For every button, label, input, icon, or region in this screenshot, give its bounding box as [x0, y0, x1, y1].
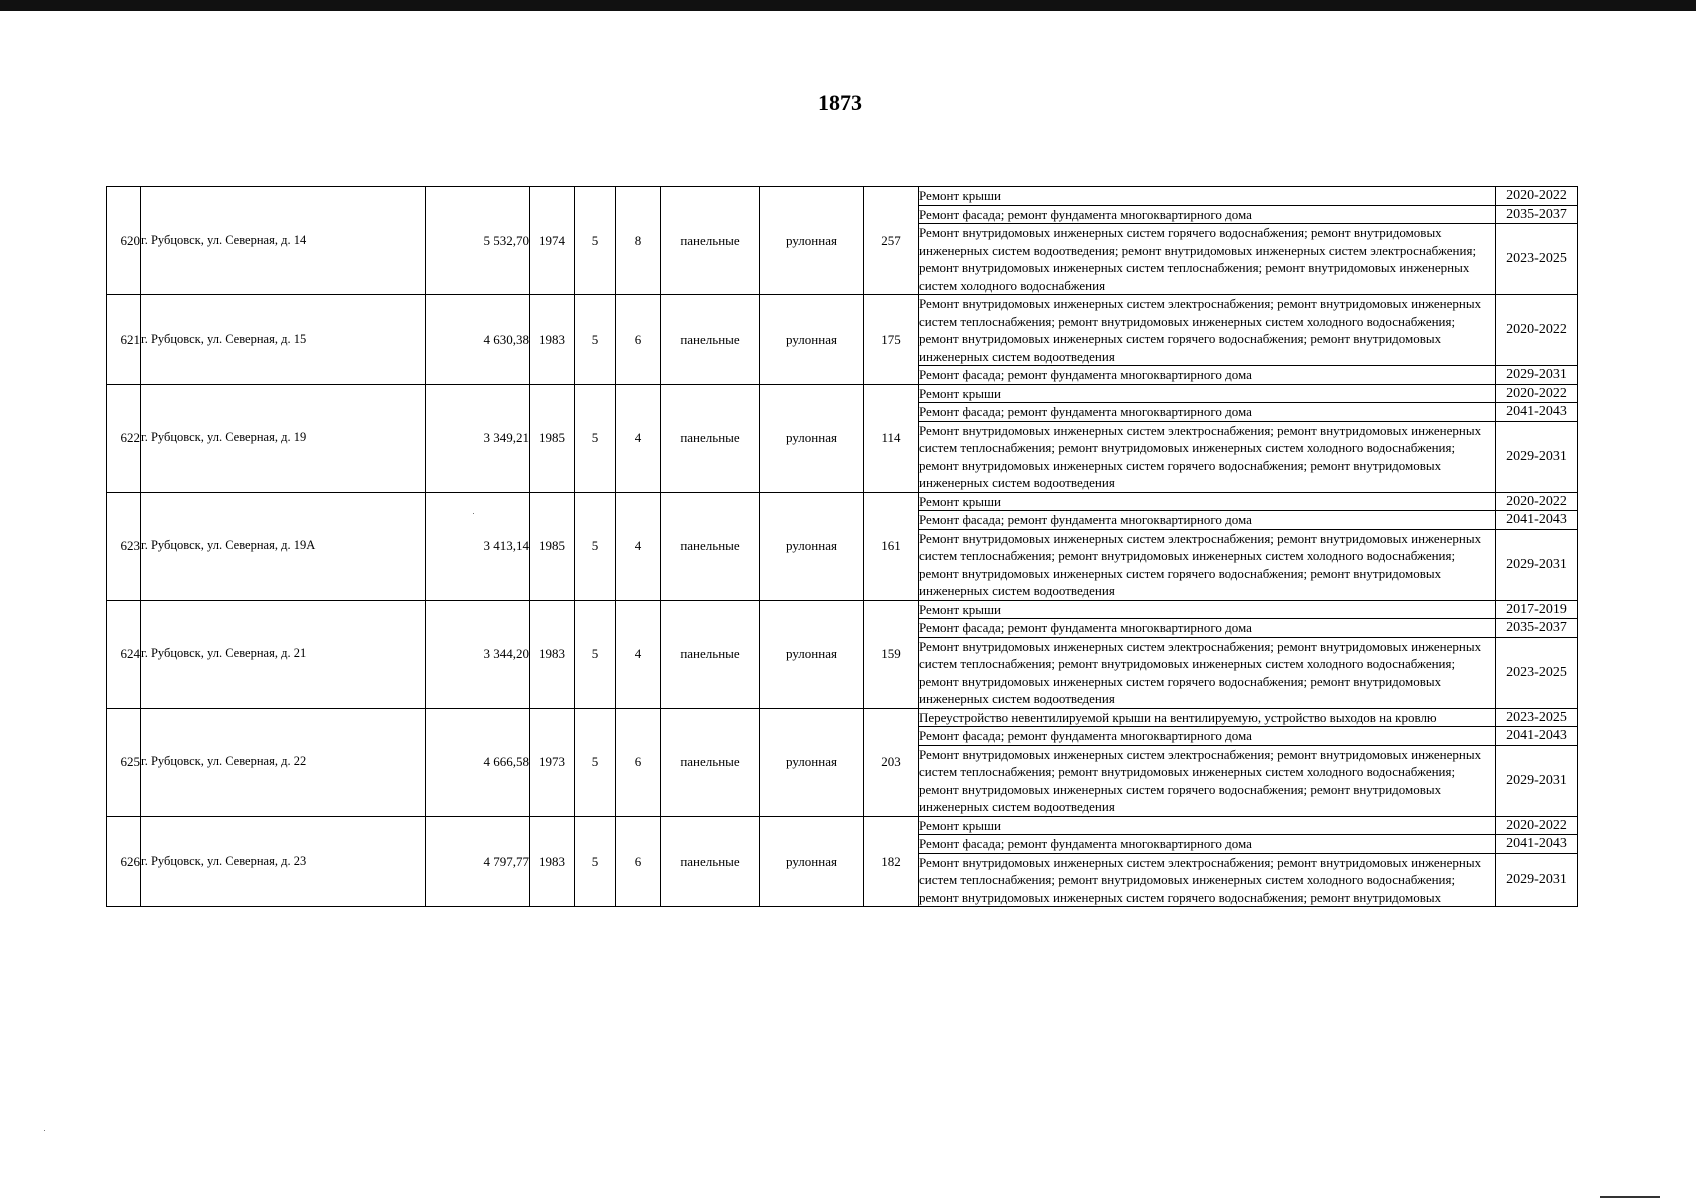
repair-work-cell: Ремонт крыши: [919, 187, 1496, 206]
wall-material-cell: панельные: [661, 708, 760, 816]
wall-material-cell: панельные: [661, 295, 760, 385]
repair-period-cell: 2035-2037: [1496, 619, 1578, 638]
table-row: [107, 492, 1578, 511]
floors-cell: 5: [575, 187, 616, 295]
repair-period-cell: 2029-2031: [1496, 421, 1578, 492]
repair-work-cell: Ремонт фасада; ремонт фундамента многоквартирного дома: [919, 366, 1496, 385]
row-number-cell: 626: [107, 816, 141, 907]
year-built-cell: 1974: [530, 187, 575, 295]
row-number-cell: 624: [107, 600, 141, 708]
scan-top-border: [0, 0, 1696, 11]
roof-type-cell: рулонная: [760, 295, 864, 385]
repair-work-cell: Ремонт крыши: [919, 384, 1496, 403]
roof-type-cell: рулонная: [760, 187, 864, 295]
repair-period-cell: 2020-2022: [1496, 384, 1578, 403]
wall-material-cell: панельные: [661, 600, 760, 708]
repair-work-cell: Ремонт фасада; ремонт фундамента многоквартирного дома: [919, 835, 1496, 854]
table-row: [107, 187, 1578, 206]
floors-cell: 5: [575, 816, 616, 907]
roof-type-cell: рулонная: [760, 492, 864, 600]
row-number-cell: 623: [107, 492, 141, 600]
residents-count-cell: 175: [864, 295, 919, 385]
wall-material-cell: панельные: [661, 187, 760, 295]
repair-work-cell: Ремонт фасада; ремонт фундамента многоквартирного дома: [919, 727, 1496, 746]
address-cell: г. Рубцовск, ул. Северная, д. 14: [141, 187, 426, 295]
repair-work-cell: Ремонт внутридомовых инженерных систем электроснабжения; ремонт внутридомовых инженерных систем теплоснабжения; ремонт внутридомовых инженерных систем холодного водоснабжения; ремонт внутридомовых инженерных систем горячего водоснабжения; ремонт внутридомовых инженерных систем водоотведения: [919, 637, 1496, 708]
total-area-cell: 4 797,77: [426, 816, 530, 907]
entrances-cell: 8: [616, 187, 661, 295]
repair-period-cell: 2023-2025: [1496, 637, 1578, 708]
wall-material-cell: панельные: [661, 492, 760, 600]
table-row: [107, 384, 1578, 403]
repair-period-cell: 2020-2022: [1496, 492, 1578, 511]
year-built-cell: 1985: [530, 492, 575, 600]
row-number-cell: 620: [107, 187, 141, 295]
floors-cell: 5: [575, 600, 616, 708]
repair-period-cell: 2041-2043: [1496, 403, 1578, 422]
floors-cell: 5: [575, 708, 616, 816]
roof-type-cell: рулонная: [760, 708, 864, 816]
scan-speck: [44, 1130, 45, 1131]
residents-count-cell: 182: [864, 816, 919, 907]
repair-period-cell: 2041-2043: [1496, 727, 1578, 746]
repair-period-cell: 2035-2037: [1496, 205, 1578, 224]
repair-period-cell: 2017-2019: [1496, 600, 1578, 619]
wall-material-cell: панельные: [661, 816, 760, 907]
repair-period-cell: 2023-2025: [1496, 708, 1578, 727]
roof-type-cell: рулонная: [760, 600, 864, 708]
address-cell: г. Рубцовск, ул. Северная, д. 21: [141, 600, 426, 708]
address-cell: г. Рубцовск, ул. Северная, д. 23: [141, 816, 426, 907]
row-number-cell: 625: [107, 708, 141, 816]
year-built-cell: 1983: [530, 816, 575, 907]
table-row: [107, 600, 1578, 619]
repair-period-cell: 2041-2043: [1496, 835, 1578, 854]
repair-work-cell: Ремонт внутридомовых инженерных систем электроснабжения; ремонт внутридомовых инженерных систем теплоснабжения; ремонт внутридомовых инженерных систем холодного водоснабжения; ремонт внутридомовых инженерных систем горячего водоснабжения; ремонт внутридомовых: [919, 853, 1496, 907]
wall-material-cell: панельные: [661, 384, 760, 492]
repair-work-cell: Ремонт фасада; ремонт фундамента многоквартирного дома: [919, 619, 1496, 638]
floors-cell: 5: [575, 492, 616, 600]
entrances-cell: 4: [616, 492, 661, 600]
entrances-cell: 6: [616, 816, 661, 907]
entrances-cell: 4: [616, 600, 661, 708]
total-area-cell: 4 666,58: [426, 708, 530, 816]
repair-period-cell: 2041-2043: [1496, 511, 1578, 530]
residents-count-cell: 203: [864, 708, 919, 816]
roof-type-cell: рулонная: [760, 384, 864, 492]
table-row: [107, 816, 1578, 835]
total-area-cell: 5 532,70: [426, 187, 530, 295]
repair-work-cell: Ремонт фасада; ремонт фундамента многоквартирного дома: [919, 511, 1496, 530]
address-cell: г. Рубцовск, ул. Северная, д. 19: [141, 384, 426, 492]
repair-period-cell: 2029-2031: [1496, 366, 1578, 385]
total-area-cell: 4 630,38: [426, 295, 530, 385]
residents-count-cell: 161: [864, 492, 919, 600]
address-cell: г. Рубцовск, ул. Северная, д. 22: [141, 708, 426, 816]
address-cell: г. Рубцовск, ул. Северная, д. 19А: [141, 492, 426, 600]
repair-work-cell: Ремонт внутридомовых инженерных систем электроснабжения; ремонт внутридомовых инженерных систем теплоснабжения; ремонт внутридомовых инженерных систем холодного водоснабжения; ремонт внутридомовых инженерных систем горячего водоснабжения; ремонт внутридомовых инженерных систем водоотведения: [919, 745, 1496, 816]
total-area-cell: 3 413,14: [426, 492, 530, 600]
year-built-cell: 1983: [530, 295, 575, 385]
repair-period-cell: 2020-2022: [1496, 295, 1578, 366]
year-built-cell: 1983: [530, 600, 575, 708]
repair-period-cell: 2029-2031: [1496, 853, 1578, 907]
entrances-cell: 4: [616, 384, 661, 492]
repair-work-cell: Ремонт внутридомовых инженерных систем электроснабжения; ремонт внутридомовых инженерных систем теплоснабжения; ремонт внутридомовых инженерных систем холодного водоснабжения; ремонт внутридомовых инженерных систем горячего водоснабжения; ремонт внутридомовых инженерных систем водоотведения: [919, 529, 1496, 600]
repair-work-cell: Переустройство невентилируемой крыши на вентилируемую, устройство выходов на кровлю: [919, 708, 1496, 727]
repair-period-cell: 2020-2022: [1496, 816, 1578, 835]
repair-period-cell: 2029-2031: [1496, 529, 1578, 600]
row-number-cell: 621: [107, 295, 141, 385]
scan-edge-mark: [1600, 1196, 1660, 1198]
floors-cell: 5: [575, 384, 616, 492]
residents-count-cell: 159: [864, 600, 919, 708]
table-row: [107, 708, 1578, 727]
row-number-cell: 622: [107, 384, 141, 492]
total-area-cell: 3 349,21: [426, 384, 530, 492]
repair-work-cell: Ремонт крыши: [919, 492, 1496, 511]
roof-type-cell: рулонная: [760, 816, 864, 907]
repair-work-cell: Ремонт фасада; ремонт фундамента многоквартирного дома: [919, 403, 1496, 422]
repair-work-cell: Ремонт крыши: [919, 600, 1496, 619]
table-body: [107, 187, 1578, 907]
housing-repair-table: [106, 186, 1578, 907]
entrances-cell: 6: [616, 708, 661, 816]
repair-period-cell: 2020-2022: [1496, 187, 1578, 206]
repair-work-cell: Ремонт внутридомовых инженерных систем электроснабжения; ремонт внутридомовых инженерных систем теплоснабжения; ремонт внутридомовых инженерных систем холодного водоснабжения; ремонт внутридомовых инженерных систем горячего водоснабжения; ремонт внутридомовых инженерных систем водоотведения: [919, 295, 1496, 366]
repair-period-cell: 2029-2031: [1496, 745, 1578, 816]
floors-cell: 5: [575, 295, 616, 385]
repair-period-cell: 2023-2025: [1496, 224, 1578, 295]
table-row: [107, 295, 1578, 366]
year-built-cell: 1973: [530, 708, 575, 816]
repair-work-cell: Ремонт внутридомовых инженерных систем электроснабжения; ремонт внутридомовых инженерных систем теплоснабжения; ремонт внутридомовых инженерных систем холодного водоснабжения; ремонт внутридомовых инженерных систем горячего водоснабжения; ремонт внутридомовых инженерных систем водоотведения: [919, 421, 1496, 492]
residents-count-cell: 114: [864, 384, 919, 492]
total-area-cell: 3 344,20: [426, 600, 530, 708]
residents-count-cell: 257: [864, 187, 919, 295]
address-cell: г. Рубцовск, ул. Северная, д. 15: [141, 295, 426, 385]
entrances-cell: 6: [616, 295, 661, 385]
page-number: 1873: [818, 90, 862, 115]
year-built-cell: 1985: [530, 384, 575, 492]
repair-work-cell: Ремонт крыши: [919, 816, 1496, 835]
repair-work-cell: Ремонт внутридомовых инженерных систем горячего водоснабжения; ремонт внутридомовых инженерных систем водоотведения; ремонт внутридомовых инженерных систем электроснабжения; ремонт внутридомовых инженерных систем теплоснабжения; ремонт внутридомовых инженерных систем холодного водоснабжения: [919, 224, 1496, 295]
repair-work-cell: Ремонт фасада; ремонт фундамента многоквартирного дома: [919, 205, 1496, 224]
